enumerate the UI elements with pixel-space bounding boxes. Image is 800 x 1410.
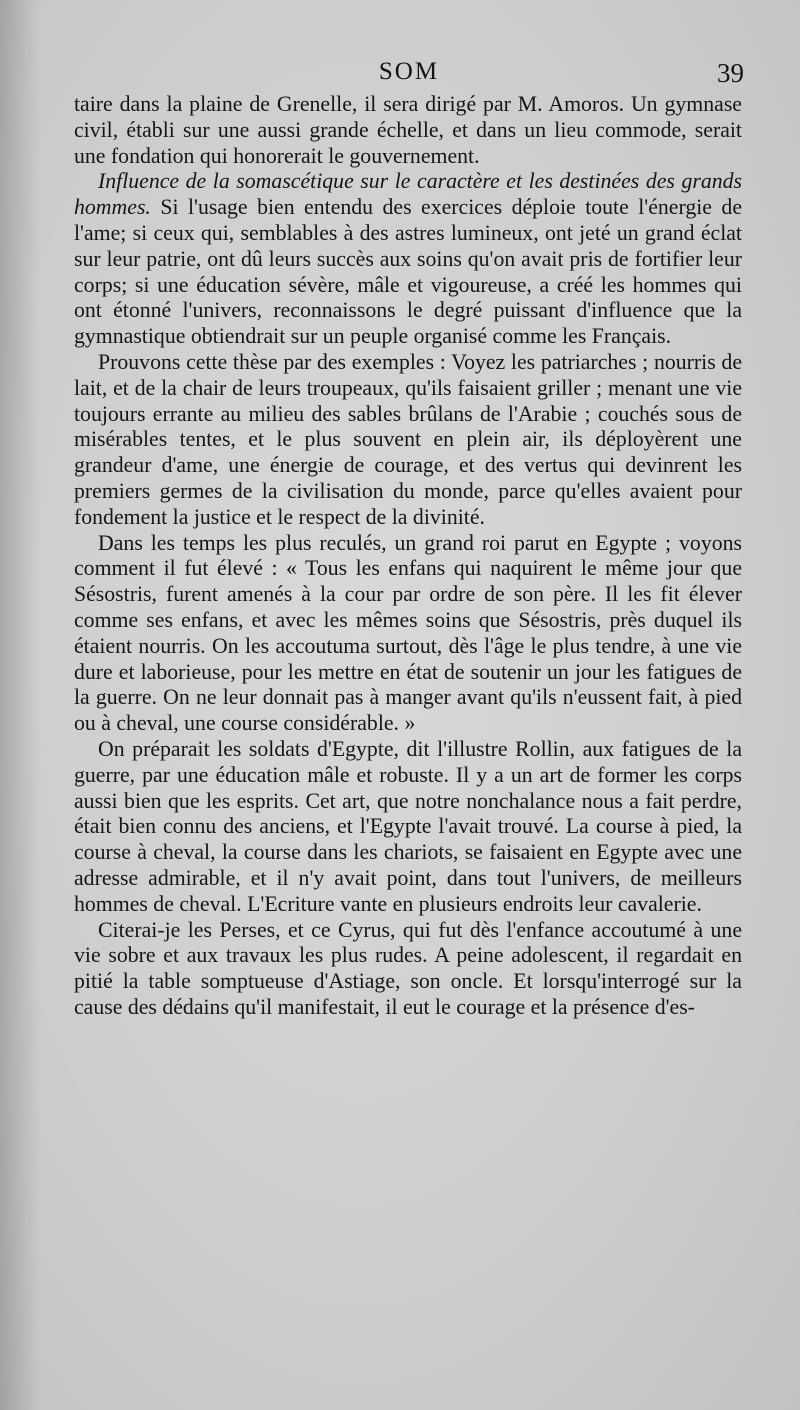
body-text [74,92,742,1021]
section-heading: Influence de la somascétique sur le caractère et les destinées des grands hommes. [74,169,742,220]
paragraph-1: taire dans la plaine de Grenelle, il sera dirigé par M. Amoros. Un gymnase civil, établi sur une aussi grande échelle, et dans un lieu commode, serait une fondation qui honorerait le gouvernement. [74,92,742,168]
paragraph-5: On préparait les soldats d'Egypte, dit l'illustre Rollin, aux fatigues de la guerre, par une éducation mâle et robuste. Il y a un art de former les corps aussi bien que les esprits. Cet art, que notre nonchalance nous a fait perdre, était bien connu des anciens, et l'Egypte l'avait trouvé. La course à pied, la course à cheval, la course dans les chariots, se faisaient en Egypte avec une adresse admirable, et il n'y avait point, dans tout l'univers, de meilleurs hommes de cheval. L'Ecriture vante en plusieurs endroits leur cavalerie. [74,736,742,916]
paragraph-3: Prouvons cette thèse par des exemples : Voyez les patriarches ; nourris de lait, et de la chair de leurs troupeaux, qu'ils faisaient griller ; menant une vie toujours errante au milieu des sables brûlans de l'Arabie ; couchés sous de misérables tentes, et le plus souvent en plein air, ils déployèrent une grandeur d'ame, une énergie de courage, et des vertus qui devinrent les premiers germes de la civilisation du monde, parce qu'elles avaient pour fondement la justice et le respect de la divinité. [74,349,742,529]
page-number: 39 [717,58,744,88]
binding-shadow [0,0,40,1410]
running-head: SOM [378,58,440,85]
paragraph-6: Citerai-je les Perses, et ce Cyrus, qui fut dès l'enfance accoutumé à une vie sobre et aux travaux les plus rudes. A peine adolescent, il regardait en pitié la table somptueuse d'Astiage, son oncle. Et lorsqu'interrogé sur la cause des dédains qu'il manifestait, il eut le courage et la présence d'es- [74,917,742,1019]
paragraph-2 [74,169,742,350]
page-header [74,58,744,94]
paragraph-4: Dans les temps les plus reculés, un grand roi parut en Egypte ; voyons comment il fut élevé : « Tous les enfans qui naquirent le même jour que Sésostris, furent amenés à la cour par ordre de son père. Il les fit élever comme ses enfans, et avec les mêmes soins que Sésostris, près duquel ils étaient nourris. On les accoutuma surtout, dès l'âge le plus tendre, à une vie dure et laborieuse, pour les mettre en état de soutenir un jour les fatigues de la guerre. On ne leur donnait pas à manger avant qu'ils n'eussent fait, à pied ou à cheval, une course considérable. » [74,530,742,736]
paragraph-2-text: Si l'usage bien entendu des exercices déploie toute l'énergie de l'ame; si ceux qui, semblables à des astres lumineux, ont jeté un grand éclat sur leur patrie, ont dû leurs succès aux soins qu'on avait pris de fortifier leur corps; si une éducation sévère, mâle et vigoureuse, a créé les hommes qui ont étonné l'univers, reconnaissons le degré puissant d'influence que la gymnastique obtiendrait sur un peuple organisé comme les Français. [74,195,742,349]
